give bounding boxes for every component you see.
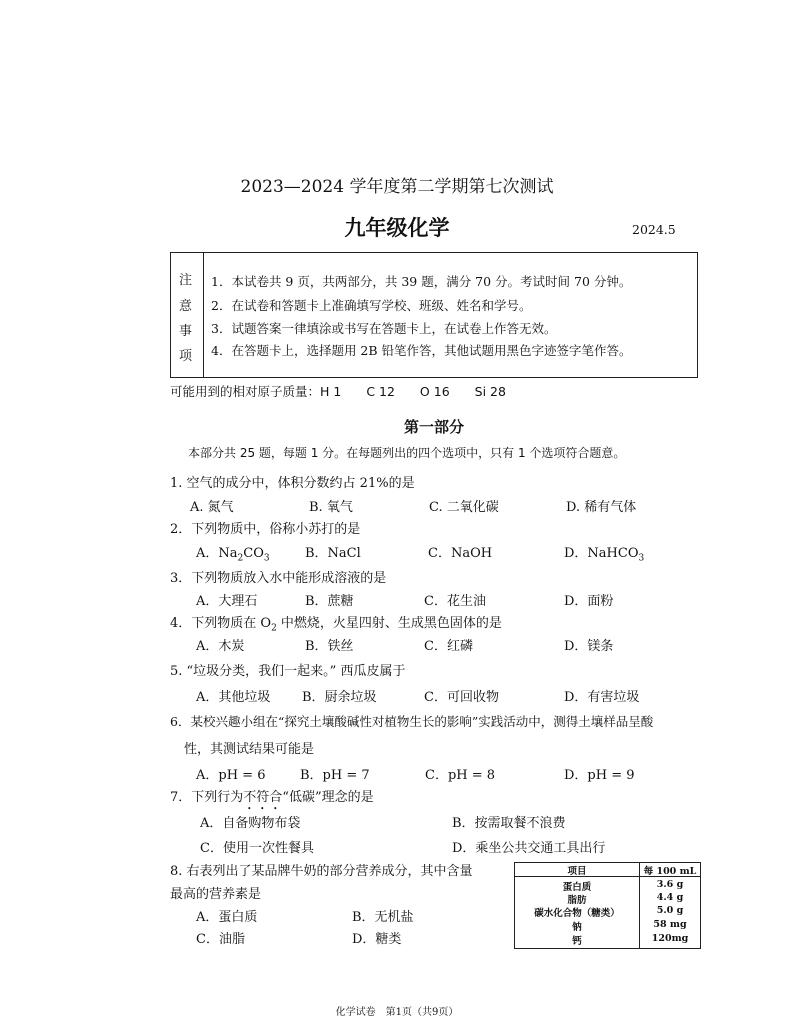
option-d: D．镁条 bbox=[564, 639, 614, 654]
option-b: B. 氧气 bbox=[309, 500, 353, 515]
option-c: C．红磷 bbox=[424, 639, 473, 654]
option-a: A．其他垃圾 bbox=[196, 690, 271, 705]
option-b: B．按需取餐不浪费 bbox=[452, 816, 566, 831]
option-d: D．糖类 bbox=[352, 932, 402, 947]
question-stem: 7．下列行为不符合“低碳”理念的是 bbox=[170, 790, 374, 805]
option-c: C．pH = 8 bbox=[425, 768, 496, 783]
notice-label-char: 注 bbox=[179, 273, 193, 288]
option-d: D．面粉 bbox=[564, 594, 614, 609]
table-cell: 120mg bbox=[651, 933, 689, 944]
option-c: C．可回收物 bbox=[424, 690, 499, 705]
subject-title: 九年级化学 bbox=[344, 216, 450, 240]
question-stem: 5. “垃圾分类，我们一起来。” 西瓜皮属于 bbox=[170, 664, 406, 679]
notice-item: 1．本试卷共 9 页，共两部分，共 39 题，满分 70 分。考试时间 70 分钟。 bbox=[211, 274, 632, 289]
table-cell: 4.4 g bbox=[656, 892, 684, 903]
table-cell: 5.0 g bbox=[656, 905, 684, 916]
option-b: B．铁丝 bbox=[305, 639, 354, 654]
notice-label-char: 项 bbox=[179, 349, 193, 364]
option-a: A．蛋白质 bbox=[196, 910, 258, 925]
notice-label-char: 意 bbox=[179, 299, 193, 314]
atomic-masses: 可能用到的相对原子质量：H 1 C 12 O 16 Si 28 bbox=[170, 384, 506, 399]
option-a: A．大理石 bbox=[196, 594, 258, 609]
option-d: D．pH = 9 bbox=[564, 768, 635, 783]
table-cell: 58 mg bbox=[653, 919, 687, 930]
option-b: B．无机盐 bbox=[352, 910, 414, 925]
table-cell: 蛋白质 bbox=[562, 882, 592, 893]
part-instructions: 本部分共 25 题，每题 1 分。在每题列出的四个选项中，只有 1 个选项符合题意。 bbox=[188, 446, 626, 460]
table-cell: 碳水化合物（糖类） bbox=[534, 908, 620, 919]
option-c: C. 二氧化碳 bbox=[429, 500, 499, 515]
table-header-cell: 每 100 mL bbox=[643, 866, 697, 877]
option-d: D．乘坐公共交通工具出行 bbox=[452, 841, 606, 856]
option-d: D．有害垃圾 bbox=[564, 690, 640, 705]
question-stem: 1. 空气的成分中，体积分数约占 21%的是 bbox=[170, 476, 415, 491]
table-cell: 钠 bbox=[572, 922, 582, 933]
option-c: C．花生油 bbox=[424, 594, 486, 609]
question-stem-continued: 性，其测试结果可能是 bbox=[184, 742, 315, 757]
option-d: D. 稀有气体 bbox=[566, 500, 637, 515]
question-stem: 2．下列物质中，俗称小苏打的是 bbox=[170, 522, 361, 537]
question-stem-continued: 最高的营养素是 bbox=[170, 887, 262, 902]
question-stem: 8. 右表列出了某品牌牛奶的部分营养成分，其中含量 bbox=[170, 864, 473, 879]
option-c: C．使用一次性餐具 bbox=[200, 841, 314, 856]
option-d: D．NaHCO$_3$ bbox=[564, 546, 645, 564]
question-stem: 6．某校兴趣小组在“探究土壤酸碱性对植物生长的影响”实践活动中，测得土壤样品呈酸 bbox=[170, 714, 654, 729]
nutrition-table bbox=[514, 862, 701, 949]
option-c: C．油脂 bbox=[196, 932, 245, 947]
notice-item: 3．试题答案一律填涂或书写在答题卡上，在试卷上作答无效。 bbox=[211, 321, 557, 336]
part-title: 第一部分 bbox=[403, 418, 464, 436]
table-cell: 钙 bbox=[572, 936, 582, 947]
notice-item: 2．在试卷和答题卡上准确填写学校、班级、姓名和学号。 bbox=[211, 298, 532, 313]
option-b: B．厨余垃圾 bbox=[302, 690, 377, 705]
emphasis-text: 不符合 bbox=[243, 790, 283, 805]
notice-label-char: 事 bbox=[179, 324, 193, 339]
question-stem: 3．下列物质放入水中能形成溶液的是 bbox=[170, 571, 387, 586]
option-a: A．木炭 bbox=[196, 639, 245, 654]
option-b: B．pH = 7 bbox=[300, 768, 370, 783]
notice-item: 4．在答题卡上，选择题用 2B 铅笔作答，其他试题用黑色字迹签字笔作答。 bbox=[211, 343, 632, 358]
option-a: A．pH = 6 bbox=[196, 768, 266, 783]
option-a: A. 氮气 bbox=[190, 500, 234, 515]
option-b: B．蔗糖 bbox=[305, 594, 354, 609]
option-a: A．$Na_2CO_3$ bbox=[196, 546, 270, 564]
exam-date: 2024.5 bbox=[632, 222, 676, 237]
table-cell: 3.6 g bbox=[656, 879, 684, 890]
page-footer: 化学试卷 第1页（共9页） bbox=[335, 1007, 459, 1018]
notice-divider bbox=[203, 253, 204, 377]
table-header-cell: 项目 bbox=[567, 866, 587, 877]
notice-box bbox=[170, 252, 698, 378]
option-a: A．自备购物布袋 bbox=[200, 816, 301, 831]
option-c: C．NaOH bbox=[428, 546, 493, 561]
exam-title: 2023—2024 学年度第二学期第七次测试 bbox=[240, 177, 554, 197]
question-stem: 4．下列物质在 $O_2$ 中燃烧，火星四射、生成黑色固体的是 bbox=[170, 616, 502, 634]
table-cell: 脂肪 bbox=[567, 895, 587, 906]
option-b: B．NaCl bbox=[305, 546, 361, 561]
